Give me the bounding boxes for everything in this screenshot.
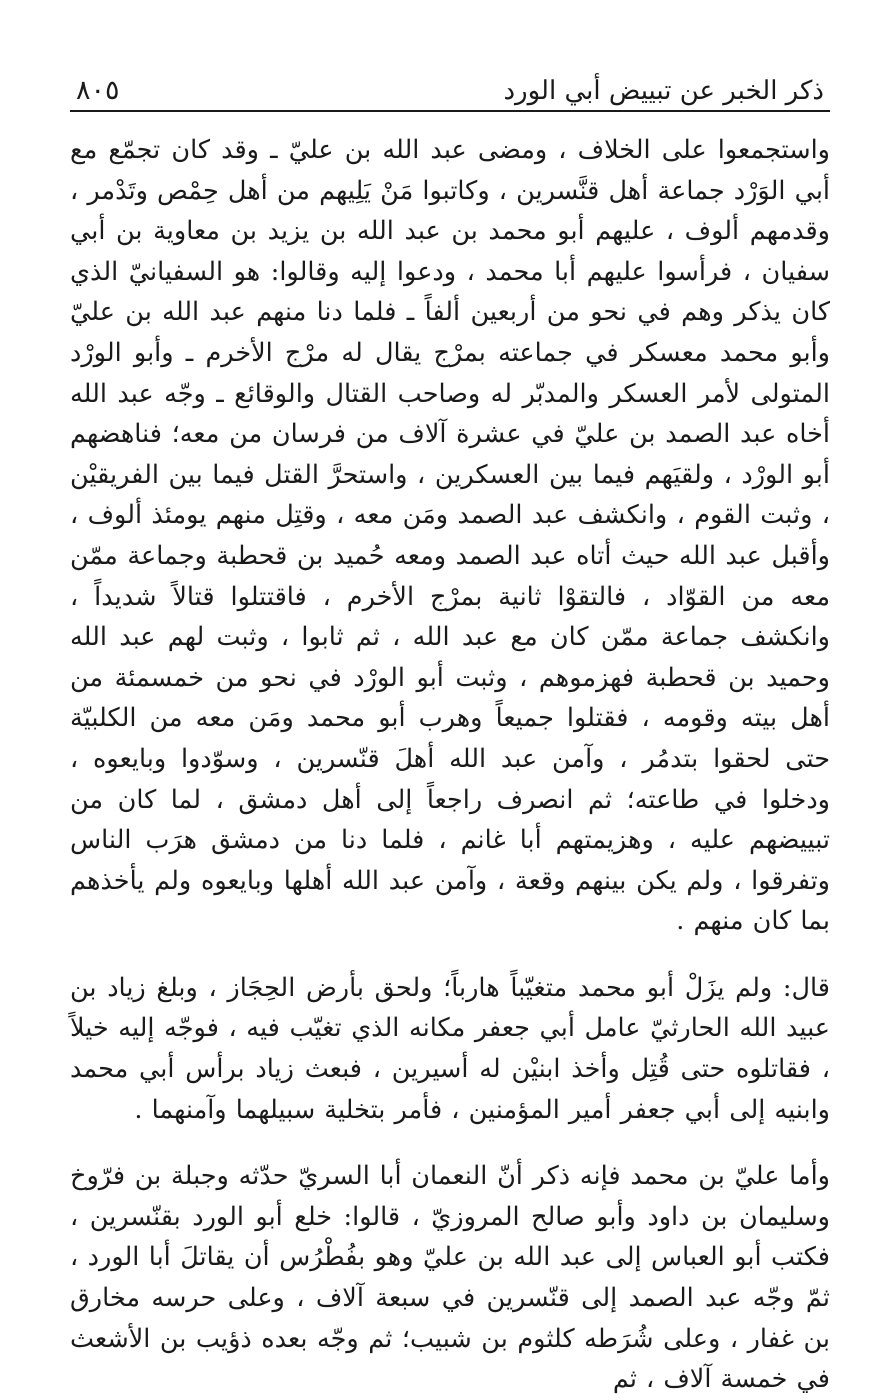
page-header	[70, 60, 830, 110]
running-title: ذكر الخبر عن تبييض أبي الورد	[503, 76, 824, 106]
page-number: ٨٠٥	[76, 75, 120, 106]
header-rule	[70, 110, 830, 112]
paragraph-3: وأما عليّ بن محمد فإنه ذكر أنّ النعمان أبا السريّ حدّثه وجبلة بن فرّوخ وسليمان بن داود وأبو صالح المروزيّ ، قالوا: خلع أبو الورد بقنّسرين ، فكتب أبو العباس إلى عبد الله بن عليّ وهو بفُطْرُس أن يقاتلَ أبا الورد ، ثمّ وجّه عبد الصمد إلى قنّسرين في سبعة آلاف ، وعلى حرسه مخارق بن غفار ، وعلى شُرَطه كلثوم بن شبيب؛ ثم وجّه بعده ذؤيب بن الأشعث في خمسة آلاف ، ثم	[70, 1161, 830, 1395]
paragraph-1: واستجمعوا على الخلاف ، ومضى عبد الله بن عليّ ـ وقد كان تجمّع مع أبي الوَرْد جماعة أهل قنَّسرين ، وكاتبوا مَنْ يَلِيهم من أهل حِمْص وتَدْمر ، وقدمهم ألوف ، عليهم أبو محمد بن عبد الله بن يزيد بن معاوية بن أبي سفيان ، فرأسوا عليهم أبا محمد ، ودعوا إليه وقالوا: هو السفيانيّ الذي كان يذكر وهم في نحو من أربعين ألفاً ـ فلما دنا منهم عبد الله بن عليّ وأبو محمد معسكر في جماعته بمرْج يقال له مرْج الأخرم ـ وأبو الورْد المتولى لأمر العسكر والمدبّر له وصاحب القتال والوقائع ـ وجّه عبد الله أخاه عبد الصمد بن عليّ في عشرة آلاف من فرسان من معه؛ فناهضهم أبو الورْد ، ولقيَهم فيما بين العسكرين ، واستحرَّ القتل فيما بين الفريقيْن ، وثبت القوم ، وانكشف عبد الصمد ومَن معه ، وقتِل منهم يومئذ ألوف ، وأقبل عبد الله حيث أتاه عبد الصمد ومعه حُميد بن قحطبة وجماعة ممّن معه من القوّاد ، فالتقوْا ثانية بمرْج الأخرم ، فاقتتلوا قتالاً شديداً ، وانكشف جماعة ممّن كان مع عبد الله ، ثم ثابوا ، وثبت لهم عبد الله وحميد بن قحطبة فهزموهم ، وثبت أبو الورْد في نحو من خمسمئة من أهل بيته وقومه ، فقتلوا جميعاً وهرب أبو محمد ومَن معه من الكلبيّة حتى لحقوا بتدمُر ، وآمن عبد الله أهلَ قنّسرين ، وسوّدوا وبايعوه ، ودخلوا في طاعته؛ ثم انصرف راجعاً إلى أهل دمشق ، لما كان من تبييضهم عليه ، وهزيمتهم أبا غانم ، فلما دنا من دمشق هرَب الناس وتفرقوا ، ولم يكن بينهم وقعة ، وآمن عبد الله أهلها وبايعوه ولم يأخذهم بما كان منهم .	[70, 135, 831, 937]
paragraph-2: قال: ولم يزَلْ أبو محمد متغيّباً هارباً؛ ولحق بأرض الحِجَاز ، وبلغ زياد بن عبيد الله الحارثيّ عامل أبي جعفر مكانه الذي تغيّب فيه ، فوجّه إليه خيلاً ، فقاتلوه حتى قُتِل وأخذ ابنيْن له أسيرين ، فبعث زياد برأس أبي محمد وابنيه إلى أبي جعفر أمير المؤمنين ، فأمر بتخلية سبيلهما وآمنهما .	[70, 972, 830, 1125]
book-page	[70, 60, 831, 1395]
paragraph-gap	[70, 1130, 830, 1156]
paragraph-gap	[70, 942, 830, 968]
